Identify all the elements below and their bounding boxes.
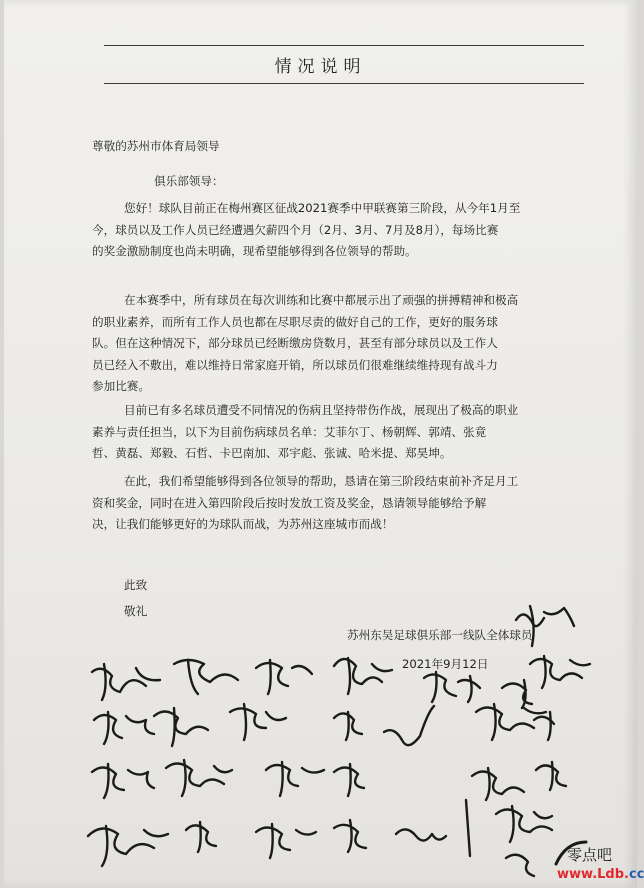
paragraph-line: 在此，我们希望能够得到各位领导的帮助，恳请在第三阶段结束前补齐足月工	[124, 474, 519, 488]
watermark-url-tld: cc	[628, 867, 644, 882]
paragraph-line: 素养与责任担当，以下为目前伤病球员名单：艾菲尔丁、杨朝辉、郭靖、张竟	[92, 424, 487, 439]
watermark-url-main: www.Ldb.	[557, 867, 629, 882]
player-signatures	[4, 0, 637, 888]
paragraph-line: 哲、黄磊、郑毅、石哲、卡巴南加、邓宇彪、张诚、哈米提、郑昊坤。	[92, 446, 452, 460]
watermark-text: 零点吧	[567, 846, 613, 864]
paragraph-line: 队。但在这种情况下，部分球员已经断缴房贷数月，甚至有部分球员以及工作人	[92, 336, 498, 350]
paragraph-line: 参加比赛。	[92, 379, 150, 393]
paragraph-line: 员已经入不敷出，难以维持日常家庭开销，所以球员们很难继续维持现有战斗力	[92, 357, 498, 372]
paragraph-line: 您好！球队目前正在梅州赛区征战2021赛季中甲联赛第三阶段，从今年1月至	[124, 201, 521, 215]
watermark-url	[557, 867, 644, 882]
closing-salute: 敬礼	[124, 604, 148, 618]
sender-name: 苏州东吴足球俱乐部一线队全体球员	[347, 628, 533, 642]
closing-greeting: 此致	[124, 578, 148, 592]
paragraph-line: 资和奖金，同时在进入第四阶段后按时发放工资及奖金，恳请领导能够给予解	[92, 495, 487, 510]
paragraph-line: 目前已有多名球员遭受不同情况的伤病且坚持带伤作战，展现出了极高的职业	[124, 403, 519, 417]
paragraph-line: 今，球员以及工作人员已经遭遇欠薪四个月（2月、3月、7月及8月），每场比赛	[92, 222, 499, 237]
salutation-club: 俱乐部领导：	[154, 174, 224, 188]
paragraph-line: 在本赛季中，所有球员在每次训练和比赛中都展示出了顽强的拼搏精神和极高	[124, 293, 519, 307]
document-date: 2021年9月12日	[402, 657, 489, 671]
salutation: 尊敬的苏州市体育局领导	[92, 139, 220, 153]
document-title: 情况说明	[274, 57, 367, 77]
document-page	[4, 0, 644, 888]
paragraph-line: 决，让我们能够更好的为球队而战，为苏州这座城市而战！	[92, 517, 394, 531]
paragraph-line: 的奖金激励制度也尚未明确，现希望能够得到各位领导的帮助。	[92, 244, 417, 258]
paragraph-line: 的职业素养，而所有工作人员也都在尽职尽责的做好自己的工作，更好的服务球	[92, 314, 498, 329]
